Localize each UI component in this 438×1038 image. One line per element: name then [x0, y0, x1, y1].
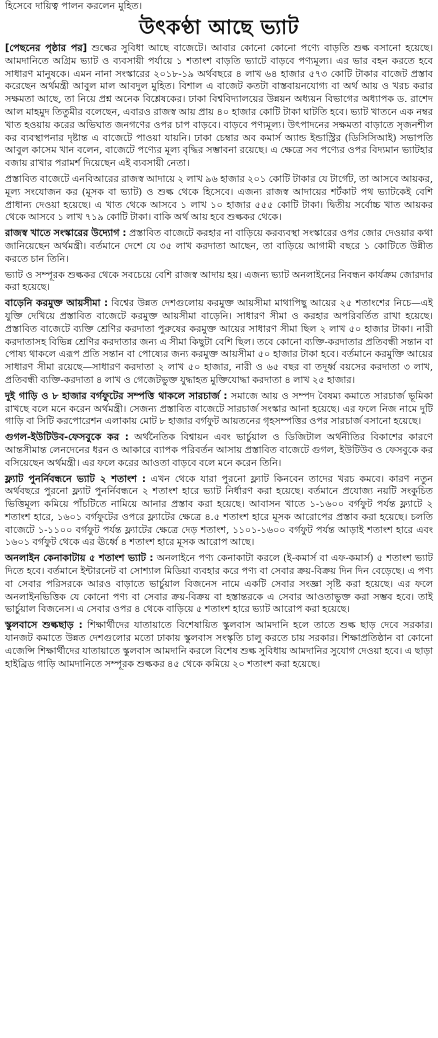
section-subhead: দুই গাড়ি ও ৮ হাজার বর্গফুটের সম্পত্তি থাকলে সারচার্জ : [5, 390, 228, 402]
article-paragraph-flat-vat [5, 474, 433, 551]
section-subhead: গুগল-ইউটিউব-ফেসবুকে কর : [5, 432, 129, 444]
paragraph-text: শুল্কের সুবিধা আছে বাজেটে। আবার কোনো কোনো পণ্যে বাড়তি শুল্ক বসানো হয়েছে। আমদানিতে অগ্রিম ভ্যাট ও ব্যবসায়ী পর্যায়ে ১ শতাংশ বাড়তি ভ্যাটে বাড়বে পণ্যমূল্য। এর ভার বহন করতে হবে সাধারণ মানুষকে। এমন নানা সংস্কারের ২০১৮-১৯ অর্থবছরে ৪ লাখ ৬৪ হাজার ৫৭৩ কোটি টাকার বাজেট প্রস্তাব করেছেন অর্থমন্ত্রী আবুল মাল আবদুল মুহিত। বিশাল এ বাজেট কতটা বাস্তবায়নযোগ্য বা অর্থ আয় ও খরচ করার সক্ষমতা আছে, তা নিয়ে প্রশ্ন অনেক বিশ্লেষকের। ঢাকা বিশ্ববিদ্যালয়ের উন্নয়ন অধ্যয়ন বিভাগের অধ্যাপক ড. রাশেদ আল মাহমুদ তিতুমীর বলেছেন, এবারও রাজস্ব আয় প্রায় ৪০ হাজার কোটি টাকা ঘাটতি হবে। ভ্যাট খাতনে এক নম্বর খাত হওয়ায় করের অভিঘাত জনগণের ওপর চাপ বাড়বে। বাড়বে পণ্যমূল্য। উৎপাদনের সক্ষমতা বাড়াতে সৃজনশীল কর ব্যবস্থাপনার দৃষ্টান্ত এ বাজেটে পাওয়া যায়নি। ঢাকা চেম্বার অব কমার্স অ্যান্ড ইন্ডাস্ট্রির (ডিসিসিআই) সভাপতি আবুল কাসেম খান বলেন, বাজেটে পণ্যের মূল্য বৃদ্ধির সম্ভাবনা রয়েছে। এ ক্ষেত্রে সব পণ্যের ওপর বিদ্যমান ভ্যাটহার বজায় রাখার পরামর্শ দিয়েছেন এই ব্যবসায়ী নেতা। [5, 43, 434, 170]
section-subhead: বাড়েনি করমুক্ত আয়সীমা : [5, 298, 108, 310]
paragraph-text: অনলাইনে পণ্য কেনাকাটা করলে (ই-কমার্স বা এফ-কমার্স) ৫ শতাংশ ভ্যাট দিতে হবে। বর্তমানে ইন্টারনেট বা সোশ্যাল মিডিয়া ব্যবহার করে পণ্য বা সেবার ক্রয়-বিক্রয় দিন দিন বেড়েছে। এ পণ্য বা সেবার পরিসরকে আরও বাড়াতে ভার্চুয়াল বিজনেস নামে একটি সেবার সংজ্ঞা সৃষ্টি করা হয়েছে। এর ফলে অনলাইনভিত্তিক যে কোনো পণ্য বা সেবার ক্রয়-বিক্রয় বা হস্তান্তরকে এ সেবার আওতাভুক্ত করা সম্ভব হবে। তাই ভার্চুয়াল বিজনেস। এ সেবার ওপর ৪ থেকে বাড়িয়ে ৫ শতাংশ হারে ভ্যাট আরোপ করা হয়েছে। [5, 553, 433, 616]
section-subhead: স্কুলবাসে শুল্কছাড় : [5, 620, 83, 632]
continued-from-label: [পেছনের পৃষ্ঠার পর] [5, 43, 88, 54]
paragraph-text: এখন থেকে যারা পুরনো ফ্ল্যাট কিনবেন তাদের খরচ কমবে। কারণ নতুন অর্থবছরে পুরনো ফ্ল্যাট পুনর্নিবন্ধনে ২ শতাংশ হারে ভ্যাট নির্ধারণ করা হয়েছে। বর্তমানে প্রযোজ্য নয়টি সংকুচিত ভিত্তিমূল্য কমিয়ে পাঁচটিতে নামিয়ে আনার প্রস্তাব করা হয়েছে। আবাসন খাতে ১-১৬০০ বর্গফুট পর্যন্ত ফ্ল্যাটে ২ শতাংশ হারে, ১৬০১ বর্গফুটের ওপরে ফ্ল্যাটের ক্ষেত্রে ৪.৫ শতাংশ হারে মূসক আরোপের প্রস্তাব করা হয়েছে। চলতি বাজেটে ১-১১০০ বর্গফুট পর্যন্ত ফ্ল্যাটের ক্ষেত্রে দেড় শতাংশ, ১১০১-১৬০০ বর্গফুট পর্যন্ত আড়াই শতাংশ হারে এবং ১৬০১ বর্গফুট থেকে এর ঊর্ধ্বে ৪ শতাংশ হারে মূসক আরোপ আছে। [5, 473, 433, 549]
article-paragraph-google-tax [5, 432, 433, 470]
article-headline: উৎকণ্ঠা আছে ভ্যাট [139, 15, 299, 39]
article-paragraph-surcharge [5, 391, 433, 429]
article-paragraph-online-vat [5, 553, 433, 617]
section-subhead: রাজস্ব খাতে সংস্কারের উদ্যোগ : [5, 228, 127, 240]
paragraph-text: অর্থনৈতিক বিশ্বায়ন এবং ভার্চুয়াল ও ডিজিটাল অর্থনীতির বিকাশের কারণে আন্তসীমান্ত লেনদেনের ধরন ও আকারে ব্যাপক পরিবর্তন আসায় প্রস্তাবিত বাজেটে গুগল, ইউটিউব ও ফেসবুকে কর বসিয়েছেন অর্থমন্ত্রী। এর ফলে করের আওতা বাড়বে বলে মনে করেন তিনি। [5, 432, 433, 469]
article-paragraph-intro [5, 43, 433, 171]
article-paragraph-revenue: প্রস্তাবিত বাজেটে এনবিআরের রাজস্ব আদায়ে ২ লাখ ৯৬ হাজার ২০১ কোটি টাকার যে টার্গেট, তা আসবে আয়কর, মূল্য সংযোজন কর (মূসক বা ভ্যাট) ও শুল্ক থেকে হিসেবে। এজন্য রাজস্ব আদায়ের শর্টকাট পথ ভ্যাটকেই বেশি প্রাধান্য দেওয়া হয়েছে। এ খাত থেকে আসবে ১ লাখ ১০ হাজার ৫৫৫ কোটি টাকা। দ্বিতীয় সর্বোচ্চ খাত আয়কর থেকে আসবে ১ লাখ ৭১৯ কোটি টাকা। বাকি অর্থ আয় হবে শুল্ককর থেকে। [5, 173, 433, 224]
paragraph-text: শিক্ষার্থীদের যাতায়াতে বিশেষায়িত স্কুলবাস আমদানি হলে তাতে শুল্ক ছাড় দেবে সরকার। যানজট কমাতে উন্নত দেশগুলোর মতো ঢাকায় স্কুলবাস সংস্কৃতি চালু করতে চায় সরকার। শিক্ষাপ্রতিষ্ঠান বা কোনো এজেন্সি শিক্ষার্থীদের যাতায়াতে স্কুলবাস আমদানি করলে বিশেষ শুল্ক সুবিধায় আমদানির সুযোগ দেওয়া হবে। এ ছাড়া হাইব্রিড গাড়ি আমদানিতে সম্পূরক শুল্ককর ৪৫ থেকে কমিয়ে ২০ শতাংশ করা হয়েছে। [5, 620, 433, 670]
article-paragraph-reform [5, 228, 433, 266]
continued-text-line: হিসেবে দায়িত্ব পালন করলেন মুহিত। [5, 1, 143, 12]
paragraph-text: সমাজে আয় ও সম্পদ বৈষম্য কমাতে সারচার্জ ভূমিকা রাখছে বলে মনে করেন অর্থমন্ত্রী। সেজন্য প্রস্তাবিত বাজেটে সারচার্জ সংস্কার আনা হয়েছে। এর ফলে নিজ নামে দুটি গাড়ি বা সিটি করপোরেশন এলাকায় মোট ৮ হাজার বর্গফুট আয়তনের গৃহসম্পত্তির ওপর সারচার্জ বসানো হয়েছে। [5, 390, 434, 428]
paragraph-text: প্রস্তাবিত বাজেটে করহার না বাড়িয়ে করব্যবস্থা সংস্কারের ওপর জোর দেওয়ার কথা জানিয়েছেন অর্থমন্ত্রী। বর্তমানে দেশে যে ৩৫ লাখ করদাতা আছেন, তা বাড়িয়ে আগামী বছরে ১ কোটিতে উন্নীত করতে চান তিনি। [5, 228, 433, 265]
section-subhead: ফ্ল্যাট পুনর্নিবন্ধনে ভ্যাট ২ শতাংশ : [5, 473, 146, 485]
section-subhead: অনলাইন কেনাকাটায় ৫ শতাংশ ভ্যাট : [5, 553, 154, 565]
article-paragraph-vat-online: ভ্যাট ও সম্পূরক শুল্ককর থেকে সবচেয়ে বেশি রাজস্ব আদায় হয়। এজন্য ভ্যাট অনলাইনের নিবন্ধন কার্যক্রম জোরদার করা হয়েছে। [5, 269, 433, 294]
article-paragraph-schoolbus [5, 620, 433, 671]
paragraph-text: বিশ্বের উন্নত দেশগুলোয় করমুক্ত আয়সীমা মাথাপিছু আয়ের ২৫ শতাংশের নিচে—এই যুক্তি দেখিয়ে প্রস্তাবিত বাজেটে করমুক্ত আয়সীমা বাড়েনি। সাধারণ সীমা ও করহার অপরিবর্তিত রাখা হয়েছে। প্রস্তাবিত বাজেটে ব্যক্তি শ্রেণির করদাতা পুরুষের করমুক্ত আয়ের সাধারণ সীমা ছিল ২ লাখ ৫০ হাজার টাকা। নারী করদাতাসহ বিভিন্ন শ্রেণির করদাতার জন্য এ সীমা কিছুটা বেশি ছিল। তবে কোনো ব্যক্তি-করদাতার প্রতিবন্ধী সন্তান বা পোষ্য থাকলে এরূপ প্রতি সন্তান বা পোষ্যের জন্য করমুক্ত আয়সীমা ৫০ হাজার টাকা হবে। বর্তমানে করমুক্তি আয়ের সাধারণ সীমা রয়েছে—সাধারণ করদাতা ২ লাখ ৫০ হাজার, নারী ও ৬৫ বছর বা তদূর্ধ্ব বয়সের করদাতা ৩ লাখ, প্রতিবন্ধী ব্যক্তি-করদাতা ৪ লাখ ও গেজেটভুক্ত যুদ্ধাহত মুক্তিযোদ্ধা করদাতা ৪ লাখ ২৫ হাজার। [5, 298, 433, 386]
article-paragraph-tax-free-limit [5, 298, 433, 388]
